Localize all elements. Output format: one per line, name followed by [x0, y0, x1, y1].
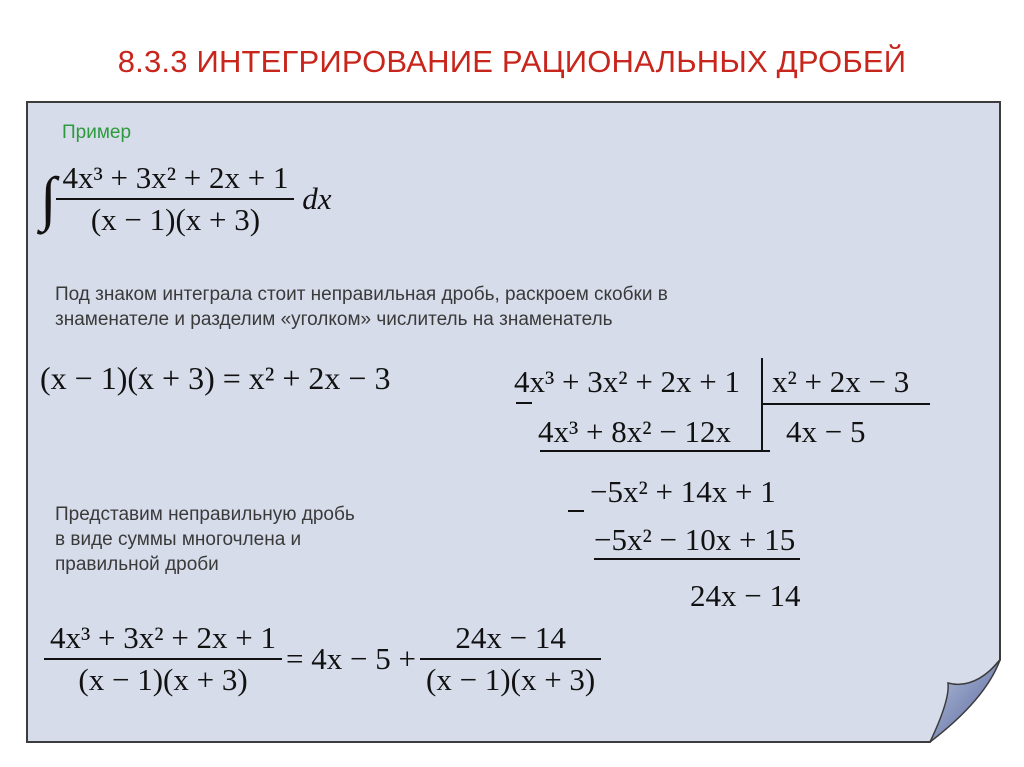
explanation-line-2: знаменателе и разделим «уголком» числитель на знаменатель	[55, 309, 613, 330]
dividend: 4x³ + 3x² + 2x + 1	[514, 364, 741, 399]
slide-title: 8.3.3 ИНТЕГРИРОВАНИЕ РАЦИОНАЛЬНЫХ ДРОБЕЙ	[117, 44, 907, 79]
result-polynomial: = 4x − 5 +	[286, 641, 416, 676]
integral-dx: dx	[302, 181, 332, 216]
result-lhs-fraction	[44, 620, 282, 698]
example-label: Пример	[62, 122, 132, 143]
result-lhs-denominator: (x − 1)(x + 3)	[44, 658, 282, 698]
step-2-subtrahend: −5x² − 10x + 15	[594, 522, 796, 557]
representation-line-2: в виде суммы многочлена и	[55, 529, 302, 550]
result-lhs-numerator: 4x³ + 3x² + 2x + 1	[50, 620, 277, 655]
divisor: x² + 2x − 3	[772, 364, 910, 399]
integral-sign: ∫	[40, 165, 57, 232]
result-formula	[44, 620, 601, 698]
result-rhs-denominator: (x − 1)(x + 3)	[420, 658, 601, 698]
explanation-line-1: Под знаком интеграла стоит неправильная дробь, раскроем скобки в	[55, 284, 668, 305]
step-1-subtrahend: 4x³ + 8x² − 12x	[538, 414, 732, 449]
quotient: 4x − 5	[786, 414, 866, 449]
result-rhs-fraction	[420, 620, 601, 698]
denominator-expansion: (x − 1)(x + 3) = x² + 2x − 3	[40, 360, 391, 396]
integral-denominator: (x − 1)(x + 3)	[56, 198, 294, 238]
representation-line-1: Представим неправильную дробь	[55, 504, 355, 525]
integral-numerator: 4x³ + 3x² + 2x + 1	[62, 160, 289, 195]
representation-text	[55, 502, 355, 577]
result-rhs-numerator: 24x − 14	[455, 620, 566, 655]
final-remainder: 24x − 14	[690, 578, 801, 613]
representation-line-3: правильной дроби	[55, 554, 219, 575]
step-1-remainder: −5x² + 14x + 1	[590, 474, 776, 509]
